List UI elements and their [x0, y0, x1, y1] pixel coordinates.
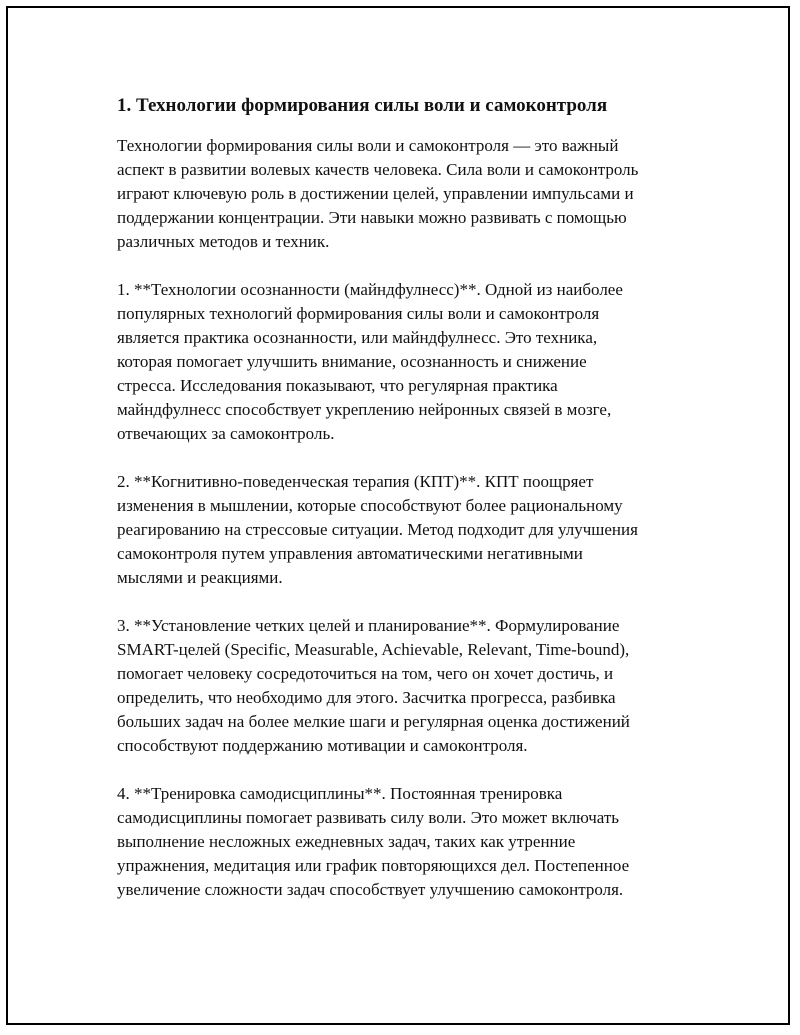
document-body	[117, 92, 697, 926]
paragraph-mindfulness: 1. **Технологии осознанности (майндфулнесс)**. Одной из наиболее популярных технологий формирования силы воли и самоконтроля является практика осознанности, или майндфулнесс. Это техника, которая помогает улучшить внимание, осознанность и снижение стресса. Исследования показывают, что регулярная практика майндфулнесс способствует укреплению нейронных связей в мозге, отвечающих за самоконтроль.	[117, 280, 623, 443]
intro-paragraph: Технологии формирования силы воли и самоконтроля — это важный аспект в развитии волевых качеств человека. Сила воли и самоконтроль играют ключевую роль в достижении целей, управлении импульсами и поддержании концентрации. Эти навыки можно развивать с помощью различных методов и техник.	[117, 136, 639, 251]
paragraph-self-discipline: 4. **Тренировка самодисциплины**. Постоянная тренировка самодисциплины помогает развивать силу воли. Это может включать выполнение несложных ежедневных задач, таких как утренние упражнения, медитация или график повторяющихся дел. Постепенное увеличение сложности задач способствует улучшению самоконтроля.	[117, 784, 630, 899]
paragraph-goals: 3. **Установление четких целей и планирование**. Формулирование SMART-целей (Specific, Measurable, Achievable, Relevant, Time-bound), помогает человеку сосредоточиться на том, чего он хочет достичь, и определить, что необходимо для этого. Засчитка прогресса, разбивка больших задач на более мелкие шаги и регулярная оценка достижений способствуют поддержанию мотивации и самоконтроля.	[117, 616, 630, 755]
document-title: 1. Технологии формирования силы воли и самоконтроля	[117, 95, 608, 116]
paragraph-cbt: 2. **Когнитивно-поведенческая терапия (КПТ)**. КПТ поощряет изменения в мышлении, которые способствуют более рациональному реагированию на стрессовые ситуации. Метод подходит для улучшения самоконтроля путем управления автоматическими негативными мыслями и реакциями.	[117, 472, 638, 587]
